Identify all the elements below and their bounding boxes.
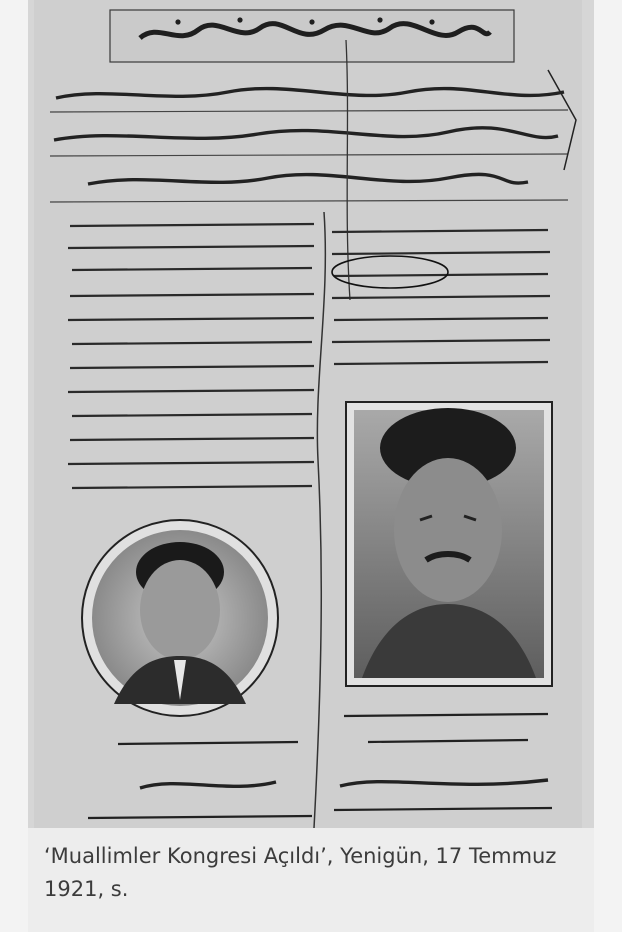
image-caption-area: [28, 828, 594, 932]
image-caption: ‘Muallimler Kongresi Açıldı’, Yenigün, 17 Temmuz 1921, s.: [44, 844, 557, 901]
newspaper-clipping-image: [28, 0, 594, 828]
newspaper-clipping-drawing: [28, 0, 594, 828]
